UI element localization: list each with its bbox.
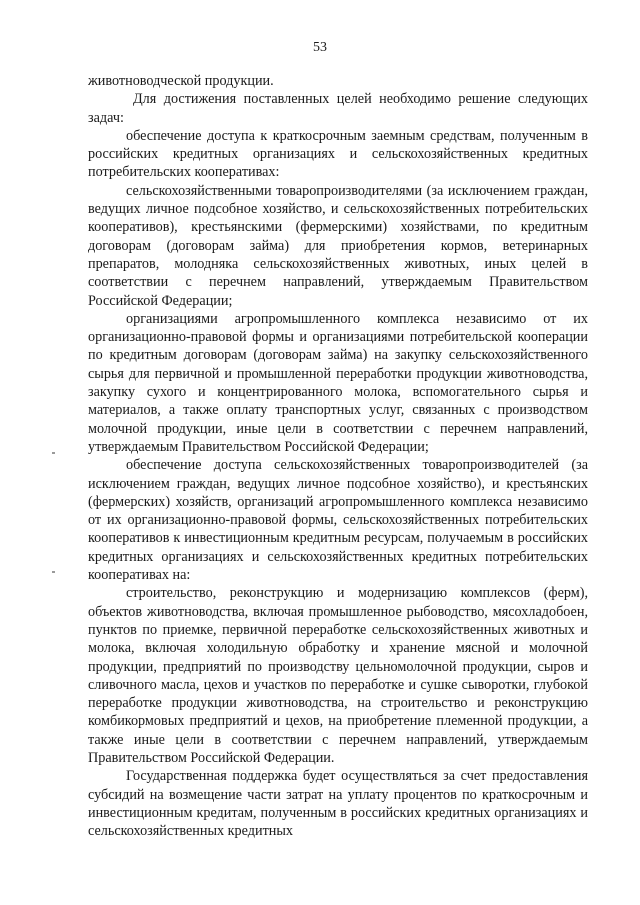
- paragraph: обеспечение доступа сельскохозяйственных товаропроизводителей (за исключением граждан, ведущих личное подсобное хозяйство), и крестьянских (фермерских) хозяйств, организаций агропромышленного комплекса независимо от их организационно-правовой формы, сельскохозяйственных потребительских кооперативов к инвестиционным кредитным ресурсам, получаемым в российских кредитных организациях и сельскохозяйственных кредитных потребительских кооперативах на:: [88, 457, 588, 584]
- paragraph: сельскохозяйственными товаропроизводителями (за исключением граждан, ведущих личное подсобное хозяйство, и сельскохозяйственных потребительских кооперативов), крестьянскими (фермерскими) хозяйствами, по кредитным договорам (договорам займа) для приобретения кормов, ветеринарных препаратов, молодняка сельскохозяйственных животных, иных целей в соответствии с перечнем направлений, утверждаемым Правительством Российской Федерации;: [88, 182, 588, 309]
- paragraph: животноводческой продукции.: [88, 73, 274, 89]
- paragraph: организациями агропромышленного комплекса независимо от их организационно-правовой формы и организациями потребительской кооперации по кредитным договорам (договорам займа) на закупку сельскохозяйственного сырья для первичной и промышленной переработки продукции животноводства, закупку сухого и концентрированного молока, вспомогательного сырья и материалов, а также оплату транспортных услуг, связанных с производством молочной продукции, иные цели в соответствии с перечнем направлений, утверждаемым Правительством Российской Федерации;: [88, 310, 588, 455]
- paragraph: Государственная поддержка будет осуществляться за счет предоставления субсидий на возмещение части затрат на уплату процентов по краткосрочным и инвестиционным кредитам, полученным в российских кредитных организациях и сельскохозяйственных кредитных: [88, 768, 588, 840]
- document-body: [88, 72, 588, 840]
- paragraph: обеспечение доступа к краткосрочным заемным средствам, полученным в российских кредитных организациях и сельскохозяйственных кредитных потребительских кооперативах:: [88, 127, 588, 181]
- paragraph: строительство, реконструкцию и модернизацию комплексов (ферм), объектов животноводства, включая промышленное рыбоводство, мясохладобоен, пунктов по приемке, первичной переработке сельскохозяйственных животных и молока, включая холодильную обработку и хранение мясной и молочной продукции, предприятий по производству цельномолочной продукции, сыров и сливочного масла, цехов и участков по переработке и сушке сыворотки, глубокой переработке продукции животноводства, на строительство и реконструкцию комбикормовых предприятий и цехов, на приобретение племенной продукции, а также иные цели в соответствии с перечнем направлений, утверждаемым Правительством Российской Федерации.: [88, 585, 588, 766]
- page-number: 53: [313, 40, 327, 55]
- margin-mark: [52, 571, 55, 573]
- margin-mark: [52, 452, 55, 454]
- paragraph: Для достижения поставленных целей необходимо решение следующих задач:: [88, 91, 588, 126]
